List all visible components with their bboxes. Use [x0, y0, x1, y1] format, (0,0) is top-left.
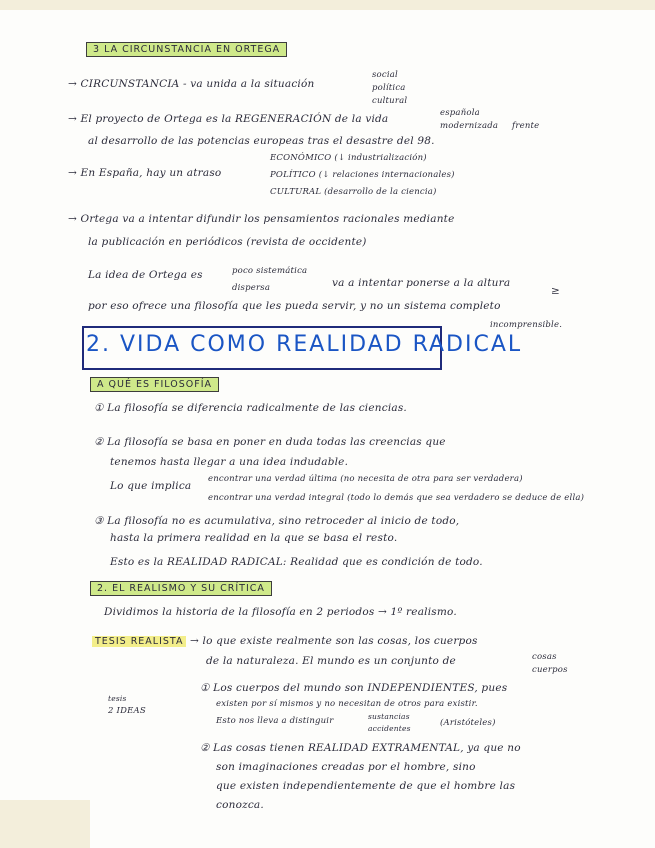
line-altura: va a intentar ponerse a la altura	[332, 277, 511, 289]
tesis-note: tesis	[108, 694, 127, 703]
subheading-text: A QUÉ ES FILOSOFÍA	[90, 377, 219, 392]
line-incomprensible: incomprensible.	[490, 320, 563, 330]
line-existen-por-si: existen por sí mismos y no necesitan de otros para existir.	[216, 699, 478, 709]
implica-item-integral: encontrar una verdad integral (todo lo demás que sea verdadero se deduce de ella)	[208, 493, 585, 503]
line-proyecto: → El proyecto de Ortega es la REGENERACIÓN de la vida	[68, 113, 389, 125]
line-realidad-radical: Esto es la REALIDAD RADICAL: Realidad que es condición de todo.	[110, 556, 483, 568]
line-atraso: → En España, hay un atraso	[68, 167, 222, 179]
implica-item-ultima: encontrar una verdad última (no necesita de otra para ser verdadera)	[208, 474, 523, 484]
atraso-item-politico: POLÍTICO (↓ relaciones internacionales)	[270, 170, 455, 180]
atraso-item-economico: ECONÓMICO (↓ industrialización)	[270, 153, 427, 163]
line-independientes: ① Los cuerpos del mundo son INDEPENDIENTES, pues	[200, 682, 508, 694]
line-desarrollo: al desarrollo de las potencias europeas tras el desastre del 98.	[88, 135, 435, 147]
line-lo-que-implica: Lo que implica	[110, 480, 192, 492]
conjunto-item-cosas: cosas	[532, 652, 557, 662]
page-stain	[0, 800, 90, 848]
line-aristoteles: (Aristóteles)	[440, 718, 496, 728]
heading-text: 3 LA CIRCUNSTANCIA EN ORTEGA	[86, 42, 287, 57]
vida-item-modernizada: modernizada	[440, 121, 499, 131]
atraso-item-cultural: CULTURAL (desarrollo de la ciencia)	[270, 187, 437, 197]
tesis-realista-label	[92, 635, 186, 647]
line-ortega-difundir: → Ortega va a intentar difundir los pensamientos racionales mediante	[68, 213, 455, 225]
line-circunstancia: → CIRCUNSTANCIA - va unida a la situación	[68, 78, 315, 90]
line-lo-que-existe: → lo que existe realmente son las cosas, los cuerpos	[190, 635, 478, 647]
vida-item-frente: frente	[512, 121, 540, 131]
situacion-item-politica: política	[372, 83, 406, 93]
line-filosofia-diferencia: ① La filosofía se diferencia radicalmente de las ciencias.	[94, 402, 407, 414]
ideas-label: 2 IDEAS	[108, 706, 146, 716]
idea-item-poco-sistematica: poco sistemática	[232, 266, 308, 276]
subheading2-text: 2. EL REALISMO Y SU CRÍTICA	[90, 581, 272, 596]
idea-tail: ≥	[551, 285, 560, 297]
line-dividimos: Dividimos la historia de la filosofía en 2 periodos → 1º realismo.	[104, 606, 457, 618]
page-edge	[0, 0, 655, 10]
line-filosofia-duda: ② La filosofía se basa en poner en duda todas las creencias que	[94, 436, 446, 448]
line-filosofia-servir: por eso ofrece una filosofía que les pueda servir, y no un sistema completo	[88, 300, 501, 312]
subheading-que-es-filosofia	[90, 378, 219, 390]
section-heading-circunstancia	[86, 43, 287, 55]
conjunto-item-cuerpos: cuerpos	[532, 665, 568, 675]
line-primera-realidad: hasta la primera realidad en la que se basa el resto.	[110, 532, 398, 544]
vida-item-espanola: española	[440, 108, 480, 118]
line-extramental: ② Las cosas tienen REALIDAD EXTRAMENTAL, ya que no	[200, 742, 521, 754]
line-idea-indudable: tenemos hasta llegar a una idea indudable.	[110, 456, 349, 468]
situacion-item-cultural: cultural	[372, 96, 408, 106]
line-no-acumulativa: ③ La filosofía no es acumulativa, sino retroceder al inicio de todo,	[94, 515, 460, 527]
line-independientemente: que existen independientemente de que el hombre las	[216, 780, 516, 792]
tesis-realista-text: TESIS REALISTA	[92, 636, 186, 647]
line-imaginaciones: son imaginaciones creadas por el hombre, sino	[216, 761, 476, 773]
distinguir-item-sustancias: sustancias	[368, 712, 410, 721]
line-idea-ortega: La idea de Ortega es	[88, 269, 203, 281]
idea-item-dispersa: dispersa	[232, 283, 271, 293]
distinguir-item-accidentes: accidentes	[368, 724, 411, 733]
line-publicacion: la publicación en periódicos (revista de occidente)	[88, 236, 367, 248]
subheading-realismo	[90, 582, 272, 594]
line-conozca: conozca.	[216, 799, 264, 811]
situacion-item-social: social	[372, 70, 398, 80]
section-title: 2. VIDA COMO REALIDAD RADICAL	[86, 332, 523, 357]
line-conjunto: de la naturaleza. El mundo es un conjunto de	[206, 655, 456, 667]
line-distinguir: Esto nos lleva a distinguir	[216, 716, 334, 726]
